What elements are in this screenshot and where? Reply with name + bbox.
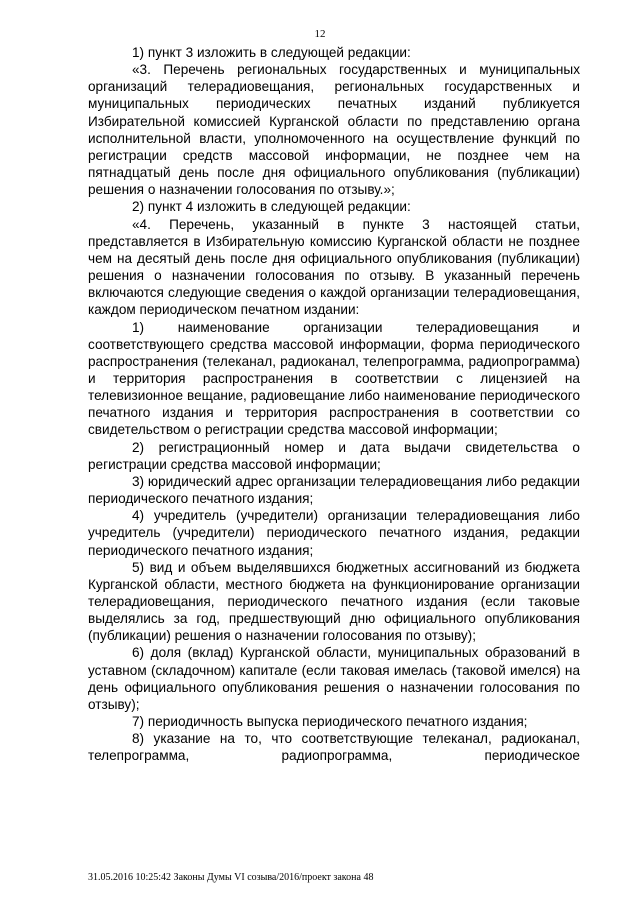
page-number: 12 xyxy=(314,28,326,40)
footer-path: 31.05.2016 10:25:42 Законы Думы VI созыва/2016/проект закона 48 xyxy=(88,872,374,883)
paragraph-4: «4. Перечень, указанный в пункте 3 настоящей статьи, представляется в Избирательную комиссию Курганской области не позднее чем на десятый день после дня официального опубликования (публикации) решения о назначении голосования по отзыву. В указанный перечень включаются следующие сведения о каждой организации телерадиовещания, каждом периодическом печатном издании: xyxy=(88,216,580,318)
paragraph-1: 1) пункт 3 изложить в следующей редакции: xyxy=(132,45,411,60)
list-item-5: 5) вид и объем выделявшихся бюджетных ассигнований из бюджета Курганской области, местного бюджета на функционирование организации телерадиовещания, периодического печатного издания (если таковые выделялись за год, предшествующий дню официального опубликования (публикации) решения о назначении голосования по отзыву); xyxy=(88,559,580,644)
list-item-2: 2) регистрационный номер и дата выдачи свидетельства о регистрации средства массовой информации; xyxy=(88,439,580,472)
list-item-8: 8) указание на то, что соответствующие телеканал, радиоканал, телепрограмма, радиопрограмма, периодическое xyxy=(88,731,580,764)
list-item-3: 3) юридический адрес организации телерадиовещания либо редакции периодического печатного издания; xyxy=(88,473,580,507)
list-item-7: 7) периодичность выпуска периодического печатного издания; xyxy=(132,714,528,730)
paragraph-2: «3. Перечень региональных государственных и муниципальных организаций телерадиовещания, региональных государственных и муниципальных периодических печатных изданий публикуется Избирательной комиссией Курганской области по представлению органа исполнительной власти, уполномоченного на осуществление функций по регистрации средств массовой информации, не позднее чем на пятнадцатый день после дня официального опубликования (публикации) решения о назначении голосования по отзыву.»; xyxy=(88,62,580,198)
paragraph-3: 2) пункт 4 изложить в следующей редакции: xyxy=(132,199,411,215)
document-body xyxy=(88,44,580,765)
list-item-4: 4) учредитель (учредители) организации телерадиовещания либо учредитель (учредители) периодического печатного издания, редакции периодического печатного издания; xyxy=(88,508,580,558)
list-item-1: 1) наименование организации телерадиовещания и соответствующего средства массовой информации, форма периодического распространения (телеканал, радиоканал, телепрограмма, радиопрограмма) и территория распространения в соответствии с лицензией на телевизионное вещание, радиовещание либо наименование периодического печатного издания и территория распространения в соответствии со свидетельством о регистрации средства массовой информации; xyxy=(88,319,580,438)
list-item-6: 6) доля (вклад) Курганской области, муниципальных образований в уставном (складочном) капитале (если таковая имелась (таковой имелся) на день официального опубликования решения о назначении голосования по отзыву); xyxy=(88,645,580,712)
